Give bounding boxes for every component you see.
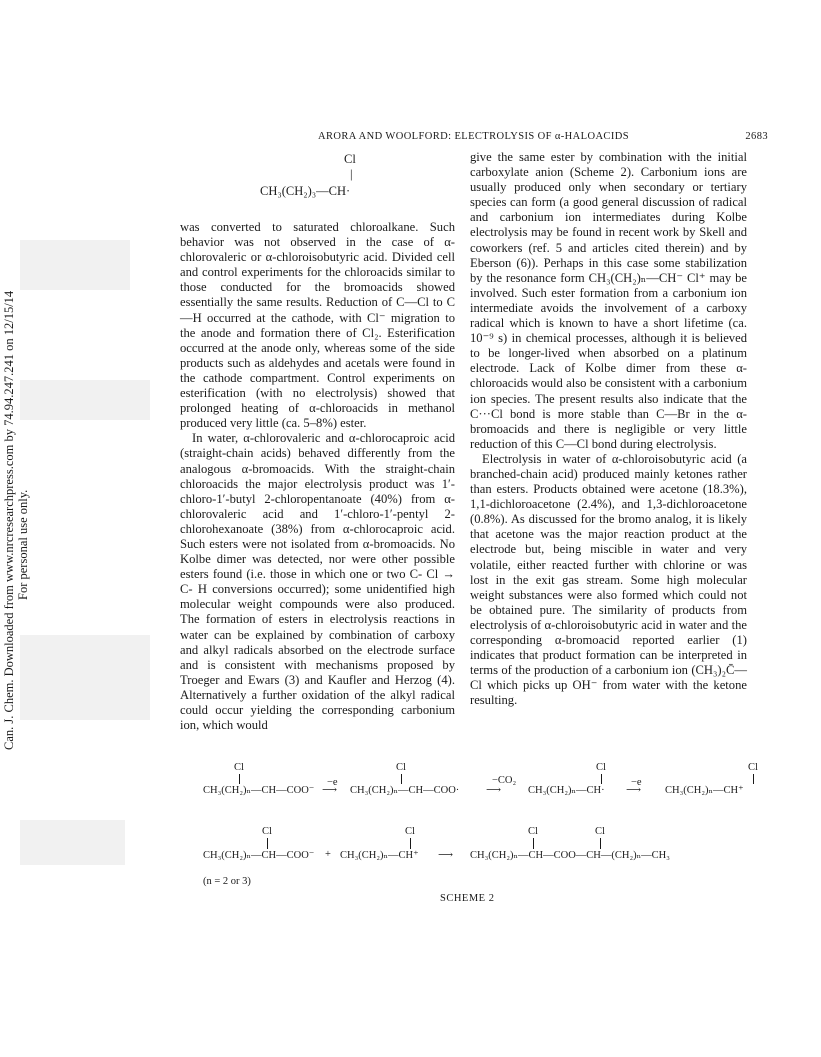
scan-artifact (20, 380, 150, 420)
scan-artifact (20, 635, 150, 720)
plus-sign: + (325, 849, 331, 860)
structure-substituent: Cl (344, 152, 356, 166)
ester-product: CH₃(CH₂)ₙ—CH—COO—CH—(CH₂)ₙ—CH₃ (470, 850, 670, 861)
reaction-arrow: ⟶ (626, 785, 642, 796)
bond-line (267, 838, 268, 849)
arrow-label: −e (631, 777, 642, 788)
structure-formula: CH₃(CH₂)₃—CH· (260, 184, 351, 198)
chlorine-label: Cl (595, 826, 605, 837)
scan-artifact (20, 820, 125, 865)
carboxy-radical: CH₃(CH₂)ₙ—CH—COO· (350, 785, 460, 796)
radical-structure (260, 152, 380, 207)
chlorine-label: Cl (396, 762, 406, 773)
bond-line (753, 774, 754, 784)
carboxylate-anion: CH₃(CH₂)ₙ—CH—COO⁻ (203, 850, 315, 861)
page-number: 2683 (745, 131, 768, 142)
arrow-label: −e (327, 777, 338, 788)
paragraph: was converted to saturated chloroalkane. Such behavior was not observed in the case of α-chlorovaleric or α-chloroisobutyric acid. Divided cell and control experiments for the chloroacids similar to those conducted for the bromoacids showed essentially the same results. Reduction of C—Cl to C—H occurred at the cathode, with Cl⁻ migration to the anode and formation there of Cl₂. Esterification occurred at the anode only, whereas some of the side products such as aldehydes and acetals were found in the cathode compartment. Control experiments on esterification (with no electrolysis) showed that prolonged heating of α-chloroacids in methanol produced very little (ca. 5–8%) ester. (180, 220, 455, 431)
reaction-arrow: ⟶ (322, 785, 338, 796)
chlorine-label: Cl (405, 826, 415, 837)
scan-artifact (20, 240, 130, 290)
bond-line (239, 774, 240, 784)
chlorine-label: Cl (234, 762, 244, 773)
bond-line (601, 774, 602, 784)
bond-line (401, 774, 402, 784)
paragraph: Electrolysis in water of α-chloroisobutyric acid (a branched-chain acid) produced mainly ketones rather than esters. Products obtained were acetone (18.3%), 1,1-dichloroacetone (2.4%), and 1,3-dichloroacetone (0.8%). As discussed for the bromo analog, it is likely that acetone was the major reaction product at the electrode but, being miscible in water and very volatile, either reacted further with chlorine or was lost in the exit gas stream. Some high molecular weight substances were also formed which could not be obtained pure. The similarity of products from electrolysis of α-chloroisobutyric acid in water and the corresponding α-bromoacid reported earlier (1) indicates that product formation can be interpreted in terms of the production of a carbonium ion (CH₃)₂C̄—Cl which picks up OH⁻ from water with the ketone resulting. (470, 451, 747, 708)
bond-line (600, 838, 601, 849)
right-column (470, 150, 747, 708)
carbonium-ion: CH₃(CH₂)ₙ—CH⁺ (665, 785, 744, 796)
side-note-line-2: For personal use only. (16, 489, 30, 600)
bond-line (533, 838, 534, 849)
carboxylate-anion: CH₃(CH₂)ₙ—CH—COO⁻ (203, 785, 315, 796)
running-header (318, 131, 768, 142)
chlorine-label: Cl (596, 762, 606, 773)
side-note-line-1: Can. J. Chem. Downloaded from www.nrcresearchpress.com by 74.94.247.241 on 12/15/14 (2, 290, 16, 750)
reaction-arrow: ⟶ (486, 785, 502, 796)
running-title: ARORA AND WOOLFORD: ELECTROLYSIS OF α-HALOACIDS (318, 131, 629, 142)
chlorine-label: Cl (262, 826, 272, 837)
left-column (180, 220, 455, 733)
arrow-label: −CO₂ (492, 775, 517, 786)
carbonium-ion: CH₃(CH₂)ₙ—CH⁺ (340, 850, 419, 861)
structure-bond: | (350, 167, 353, 181)
reaction-arrow: ⟶ (438, 850, 454, 861)
bond-line (410, 838, 411, 849)
paragraph: In water, α-chlorovaleric and α-chlorocaproic acid (straight-chain acids) behaved differently from the analogous α-bromoacids. With the straight-chain chloroacids the major electrolysis product was 1′-chloro-1′-butyl 2-chloropentanoate (40%) from α-chlorovaleric acid and 1′-chloro-1′-pentyl 2-chlorohexanoate (38%) from α-chlorocaproic acid. Such esters were not isolated from α-bromoacids. No Kolbe dimer was detected, nor were other possible esters found (i.e. those in which one or two C- Cl → C- H conversions occurred); some unidentified high molecular weight compounds were also produced. The formation of esters in electrolysis reactions in water can be explained by combination of carboxy and alkyl radicals absorbed on the electrode surface and is consistent with mechanisms proposed by Troeger and Ewars (3) and Kaufler and Herzog (4). Alternatively a further oxidation of the alkyl radical could occur yielding the corresponding carbonium ion, which would (180, 431, 455, 733)
paragraph: give the same ester by combination with the initial carboxylate anion (Scheme 2). Carbonium ions are usually produced only when secondary or tertiary species can form (a good general discussion of radical and carbonium ion intermediates during Kolbe electrolysis may be found in recent work by Skell and coworkers (ref. 5 and articles cited therein) and by Eberson (6)). Perhaps in this case some stabilization by the resonance form CH₃(CH₂)ₙ—CH⁻ Cl⁺ may be involved. Such ester formation from a carbonium ion intermediate avoids the involvement of a carboxy radical which is known to have a short lifetime (ca. 10⁻⁹ s) in chemical processes, although it is believed to be longer-lived when absorbed on a platinum electrode. Lack of Kolbe dimer from these α-chloroacids would also be consistent with a carbonium ion species. The present results also indicate that the C···Cl bond is more stable than C—Br in the α-bromoacids and there is negligible or very little reduction of this C—Cl bond during electrolysis. (470, 150, 747, 451)
chlorine-label: Cl (528, 826, 538, 837)
scheme-note: (n = 2 or 3) (203, 876, 251, 887)
chlorine-label: Cl (748, 762, 758, 773)
scheme-caption: SCHEME 2 (440, 893, 495, 904)
alkyl-radical: CH₃(CH₂)ₙ—CH· (528, 785, 605, 796)
